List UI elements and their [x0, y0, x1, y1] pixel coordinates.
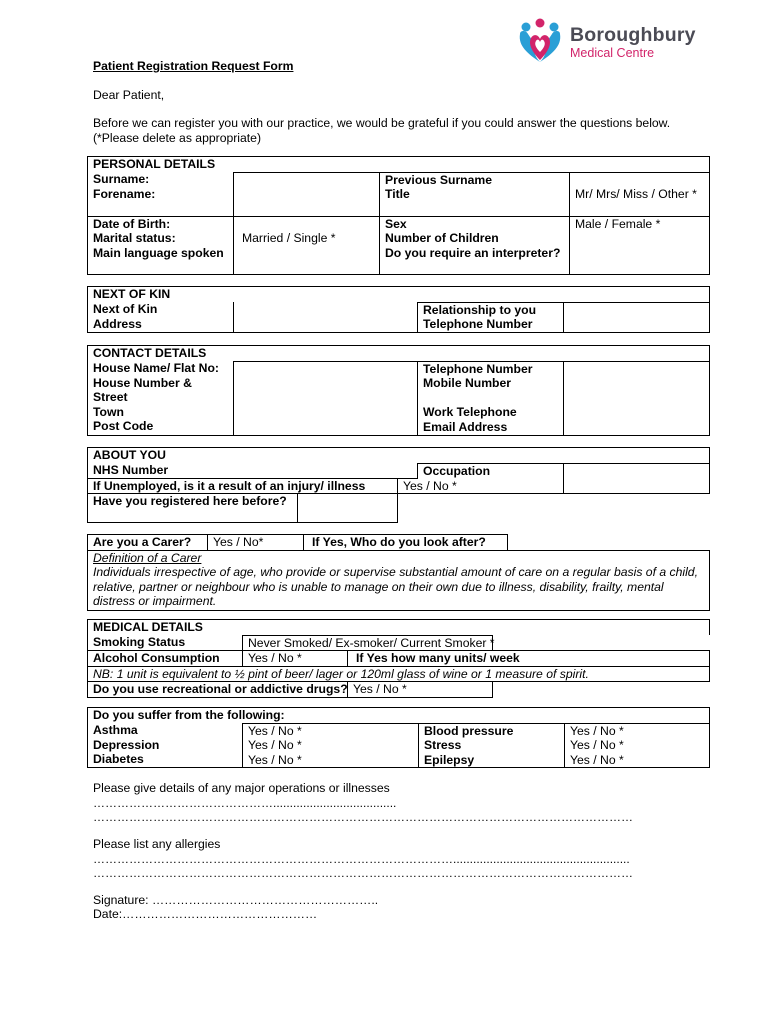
carer-definition [88, 550, 710, 610]
about-heading: ABOUT YOU [88, 448, 710, 464]
allergies-line-1[interactable]: ………………………………………………………………………………..................................................... [93, 852, 630, 866]
units-label: If Yes how many units/ week [348, 651, 710, 667]
contact-labels [88, 361, 234, 435]
smoking-field[interactable] [243, 635, 493, 651]
conditions-table [87, 707, 710, 768]
dob-labels [88, 216, 234, 274]
surname-label: Surname: [93, 172, 150, 187]
smoking-options: Never Smoked/ Ex-smoker/ Current Smoker * [248, 635, 495, 650]
about-you-table [87, 447, 710, 523]
alcohol-field[interactable] [243, 651, 348, 667]
prev-title-labels [380, 172, 570, 216]
practice-logo [512, 18, 732, 66]
diabetes-label: Diabetes [93, 752, 144, 767]
marital-label: Marital status: [93, 231, 176, 246]
alcohol-note: NB: 1 unit is equivalent to ½ pint of beer/ lager or 120ml glass of wine or 1 measure of spirit. [88, 666, 710, 682]
epilepsy-label: Epilepsy [424, 752, 475, 767]
kin-telephone-label: Telephone Number [423, 317, 533, 332]
medical-details-table [87, 619, 710, 698]
signature-field[interactable]: Signature: ……………………………………………….. [93, 893, 379, 907]
kin-labels [88, 302, 234, 332]
sex-options: Male / Female * [575, 216, 661, 231]
name-field[interactable] [234, 172, 380, 216]
carer-label: Are you a Carer? [88, 535, 208, 551]
personal-name-labels [88, 172, 234, 216]
conditions-left-field[interactable] [243, 723, 419, 768]
epilepsy-options: Yes / No * [570, 752, 624, 767]
house-number-label: House Number & Street [93, 375, 192, 405]
alcohol-label: Alcohol Consumption [88, 651, 243, 667]
conditions-left-labels [88, 723, 243, 768]
contact-phone-labels [418, 361, 564, 435]
allergies-prompt: Please list any allergies [93, 837, 221, 851]
language-label: Main language spoken [93, 245, 224, 260]
operations-prompt: Please give details of any major operations or illnesses [93, 781, 390, 795]
conditions-right-labels [419, 723, 565, 768]
sex-labels [380, 216, 570, 274]
title-options: Mr/ Mrs/ Miss / Other * [575, 186, 697, 201]
depression-label: Depression [93, 737, 160, 752]
drugs-options: Yes / No * [353, 682, 407, 697]
alcohol-options: Yes / No * [248, 651, 302, 666]
occupation-label: Occupation [418, 463, 564, 478]
intro-text: Before we can register you with our practice, we would be grateful if you could answer the questions below. (*Please delete as appropriate) [93, 116, 671, 145]
address-field[interactable] [234, 361, 418, 435]
title-options-field[interactable] [570, 172, 710, 216]
sex-label: Sex [385, 216, 407, 231]
postcode-label: Post Code [93, 419, 154, 434]
drugs-field[interactable] [348, 682, 493, 698]
smoking-label: Smoking Status [88, 635, 243, 651]
unemployed-options: Yes / No * [403, 478, 457, 493]
town-label: Town [93, 404, 124, 419]
phone-field[interactable] [564, 361, 710, 435]
asthma-options: Yes / No * [248, 723, 302, 738]
conditions-heading: Do you suffer from the following: [88, 708, 710, 724]
greeting: Dear Patient, [93, 88, 165, 102]
registered-label: Have you registered here before? [88, 494, 298, 523]
kin-rel-labels [418, 302, 564, 332]
stress-label: Stress [424, 738, 462, 753]
relationship-label: Relationship to you [423, 302, 537, 317]
operations-line-2[interactable]: ……………………………………………………………………………………………………………………… [93, 810, 633, 824]
contact-heading: CONTACT DETAILS [88, 346, 710, 362]
kin-relationship-field[interactable] [564, 302, 710, 332]
medical-heading: MEDICAL DETAILS [88, 620, 710, 636]
depression-options: Yes / No * [248, 738, 302, 753]
carer-who-label: If Yes, Who do you look after? [304, 535, 508, 551]
stress-options: Yes / No * [570, 738, 624, 753]
kin-address-label: Address [93, 316, 142, 331]
personal-details-table [87, 156, 710, 275]
carer-definition-title: Definition of a Carer [93, 550, 202, 565]
blood-pressure-options: Yes / No * [570, 723, 624, 738]
allergies-line-2[interactable]: ……………………………………………………………………………………………………………………… [93, 866, 633, 880]
marital-options: Married / Single * [242, 230, 336, 245]
forename-label: Forename: [93, 186, 156, 201]
conditions-right-field[interactable] [565, 723, 710, 768]
dob-label: Date of Birth: [93, 216, 171, 231]
form-title: Patient Registration Request Form [93, 59, 294, 73]
brand-subtitle: Medical Centre [570, 46, 655, 60]
carer-definition-text: Individuals irrespective of age, who provide or supervise substantial amount of care on a regular basis of a child, relative, partner or neighbour who is unable to manage on their own due to illness, disability, frailty, mental distress or impairment. [93, 565, 698, 609]
carer-table [87, 534, 710, 611]
asthma-label: Asthma [93, 723, 138, 738]
registered-field[interactable] [298, 494, 398, 523]
drugs-label: Do you use recreational or addictive drugs? [88, 682, 348, 698]
personal-heading: PERSONAL DETAILS [88, 157, 710, 173]
kin-name-field[interactable] [234, 302, 418, 332]
title-label: Title [385, 187, 410, 202]
email-label: Email Address [423, 419, 508, 434]
previous-surname-label: Previous Surname [385, 172, 493, 187]
brand-name: Boroughbury [570, 24, 696, 46]
work-telephone-label: Work Telephone [423, 405, 517, 420]
nhs-label: NHS Number [88, 463, 418, 478]
interpreter-label: Do you require an interpreter? [385, 245, 561, 260]
operations-line-1[interactable]: ………………………………………..................................... [93, 796, 397, 810]
marital-field[interactable] [234, 216, 380, 274]
carer-options: Yes / No* [213, 535, 264, 549]
children-label: Number of Children [385, 231, 499, 246]
unemployed-field[interactable] [398, 478, 564, 494]
date-field[interactable]: Date:………………………………………… [93, 907, 318, 921]
occupation-field[interactable] [564, 463, 710, 478]
blood-pressure-label: Blood pressure [424, 723, 514, 738]
kin-heading: NEXT OF KIN [88, 287, 710, 303]
heart-people-logo-icon [512, 18, 568, 66]
sex-field[interactable] [570, 216, 710, 274]
mobile-label: Mobile Number [423, 376, 512, 391]
diabetes-options: Yes / No * [248, 752, 302, 767]
kin-name-label: Next of Kin [93, 302, 158, 317]
next-of-kin-table [87, 286, 710, 333]
unemployed-label: If Unemployed, is it a result of an injury/ illness [88, 478, 398, 494]
carer-field[interactable] [208, 535, 304, 551]
telephone-label: Telephone Number [423, 361, 533, 376]
house-name-label: House Name/ Flat No: [93, 361, 219, 376]
contact-details-table [87, 345, 710, 436]
